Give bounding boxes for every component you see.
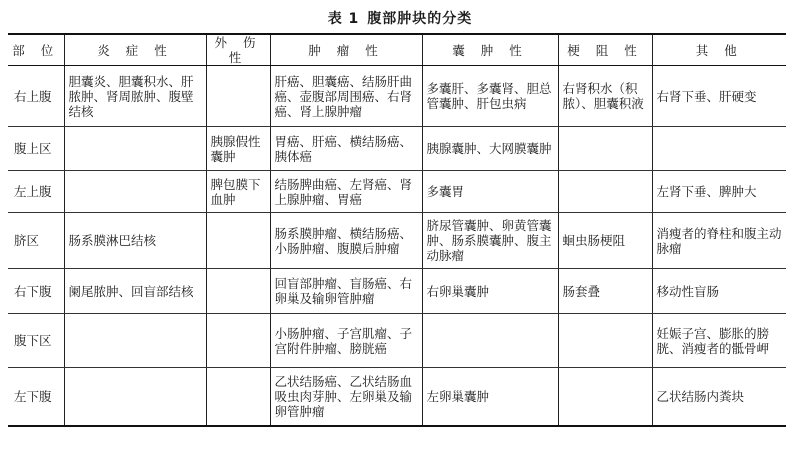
header-location: 部 位: [8, 34, 64, 66]
cell-other: 右肾下垂、肝硬变: [652, 66, 786, 127]
table-title: 腹部肿块的分类: [367, 11, 473, 27]
table-row: [8, 368, 786, 426]
header-obstructive: 梗 阻 性: [558, 34, 652, 66]
table-row: [8, 66, 786, 127]
cell-cystic: 多囊胃: [422, 171, 558, 213]
cell-other: 左肾下垂、脾肿大: [652, 171, 786, 213]
classification-table: [8, 33, 786, 427]
cell-inflammatory: 阑尾脓肿、回盲部结核: [64, 269, 206, 314]
cell-cystic: 右卵巢囊肿: [422, 269, 558, 314]
cell-neoplastic: 小肠肿瘤、子宫肌瘤、子宫附件肿瘤、膀胱癌: [270, 314, 422, 368]
header-row: [8, 34, 786, 66]
cell-obstructive: 蛔虫肠梗阻: [558, 213, 652, 269]
table-row: [8, 269, 786, 314]
row-location: 右下腹: [8, 269, 64, 314]
cell-obstructive: 右肾积水（积脓）、胆囊积液: [558, 66, 652, 127]
cell-inflammatory: [64, 368, 206, 426]
cell-inflammatory: 肠系膜淋巴结核: [64, 213, 206, 269]
cell-cystic: 左卵巢囊肿: [422, 368, 558, 426]
cell-neoplastic: 回盲部肿瘤、盲肠癌、右卵巢及输卵管肿瘤: [270, 269, 422, 314]
table-row: [8, 213, 786, 269]
table-caption: [0, 8, 800, 28]
cell-obstructive: [558, 314, 652, 368]
cell-neoplastic: 乙状结肠癌、乙状结肠血吸虫肉芽肿、左卵巢及输卵管肿瘤: [270, 368, 422, 426]
table-body: [8, 66, 786, 426]
row-location: 脐区: [8, 213, 64, 269]
row-location: 左上腹: [8, 171, 64, 213]
cell-other: 消瘦者的脊柱和腹主动脉瘤: [652, 213, 786, 269]
header-inflammatory: 炎 症 性: [64, 34, 206, 66]
cell-traumatic: [206, 314, 270, 368]
cell-inflammatory: [64, 171, 206, 213]
cell-cystic: 胰腺囊肿、大网膜囊肿: [422, 127, 558, 171]
row-location: 右上腹: [8, 66, 64, 127]
cell-cystic: [422, 314, 558, 368]
header-other: 其 他: [652, 34, 786, 66]
header-neoplastic: 肿 瘤 性: [270, 34, 422, 66]
cell-cystic: 多囊肝、多囊肾、胆总管囊肿、肝包虫病: [422, 66, 558, 127]
cell-traumatic: [206, 66, 270, 127]
cell-traumatic: 胰腺假性囊肿: [206, 127, 270, 171]
cell-traumatic: [206, 213, 270, 269]
cell-inflammatory: [64, 314, 206, 368]
cell-traumatic: [206, 368, 270, 426]
cell-obstructive: [558, 127, 652, 171]
row-location: 腹下区: [8, 314, 64, 368]
cell-inflammatory: 胆囊炎、胆囊积水、肝脓肿、肾周脓肿、腹壁结核: [64, 66, 206, 127]
header-traumatic: 外 伤 性: [206, 34, 270, 66]
header-cystic: 囊 肿 性: [422, 34, 558, 66]
table-header: [8, 34, 786, 66]
cell-obstructive: [558, 171, 652, 213]
cell-neoplastic: 肝癌、胆囊癌、结肠肝曲癌、壶腹部周围癌、右肾癌、肾上腺肿瘤: [270, 66, 422, 127]
cell-traumatic: 脾包膜下血肿: [206, 171, 270, 213]
cell-neoplastic: 胃癌、肝癌、横结肠癌、胰体癌: [270, 127, 422, 171]
row-location: 左下腹: [8, 368, 64, 426]
cell-other: 移动性盲肠: [652, 269, 786, 314]
cell-traumatic: [206, 269, 270, 314]
table-row: [8, 314, 786, 368]
table-row: [8, 127, 786, 171]
cell-cystic: 脐尿管囊肿、卵黄管囊肿、肠系膜囊肿、腹主动脉瘤: [422, 213, 558, 269]
cell-other: [652, 127, 786, 171]
cell-other: 妊娠子宫、膨胀的膀胱、消瘦者的骶骨岬: [652, 314, 786, 368]
cell-obstructive: [558, 368, 652, 426]
table-number: 表 1: [327, 11, 360, 27]
cell-neoplastic: 结肠脾曲癌、左肾癌、肾上腺肿瘤、胃癌: [270, 171, 422, 213]
cell-inflammatory: [64, 127, 206, 171]
table-row: [8, 171, 786, 213]
cell-neoplastic: 肠系膜肿瘤、横结肠癌、小肠肿瘤、腹膜后肿瘤: [270, 213, 422, 269]
cell-other: 乙状结肠内粪块: [652, 368, 786, 426]
cell-obstructive: 肠套叠: [558, 269, 652, 314]
row-location: 腹上区: [8, 127, 64, 171]
